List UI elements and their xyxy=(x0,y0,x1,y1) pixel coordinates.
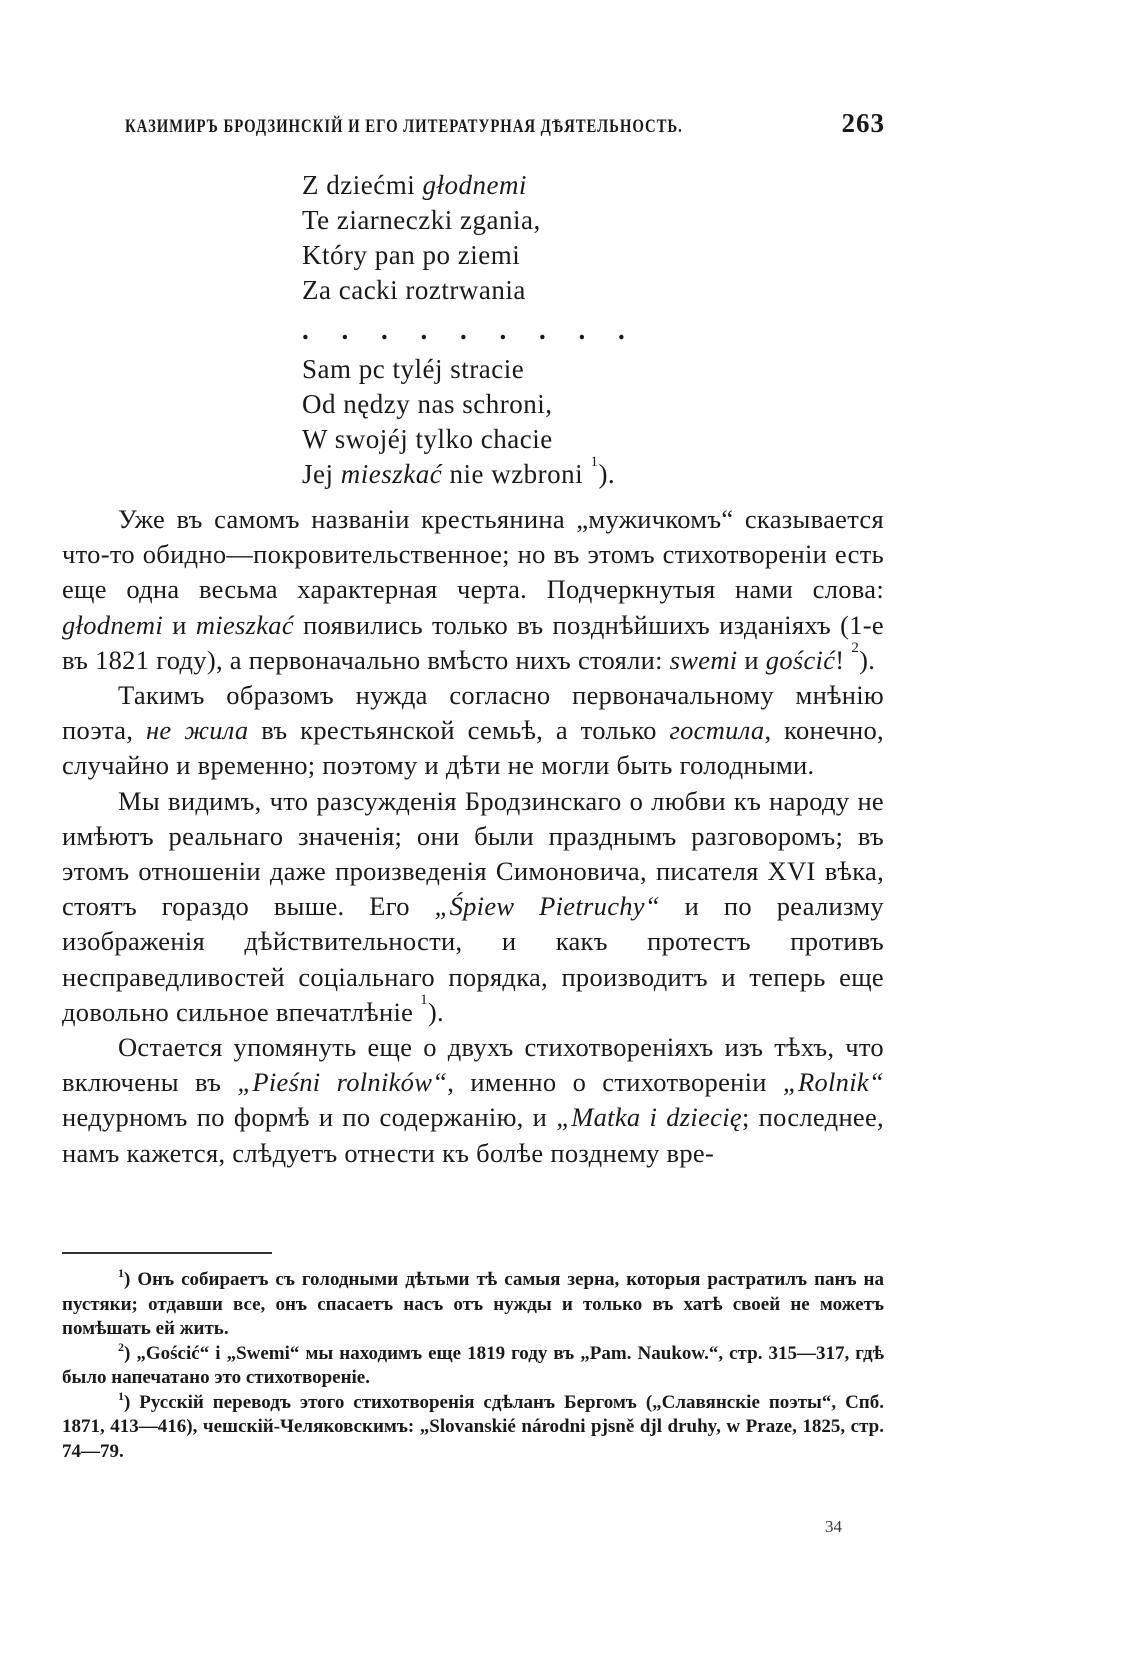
footnote-1: $^1$) Онъ собираетъ съ голодными дѣтьми тѣ самыя зерна, которыя растратилъ панъ на пустяки; отдавши все, онъ спасаетъ насъ отъ нужды и только въ хатѣ своей не можетъ помѣшать ей жить. xyxy=(62,1266,884,1339)
page-number: 263 xyxy=(841,108,885,138)
paragraph-3: Мы видимъ, что разсужденія Бродзинскаго о любви къ народу не имѣютъ реальнаго значенія; они были празднымъ разговоромъ; въ этомъ отношеніи даже произведенія Симоновича, писателя XVI вѣка, стоятъ гораздо выше. Его „Śpiew Pietruchy“ и по реализму изображенія дѣйствительности, и какъ протестъ противъ несправедливостей соціальнаго порядка, производитъ и теперь еще довольно сильное впечатлѣніе $^1$). xyxy=(62,785,884,1027)
poem-quotation xyxy=(302,168,638,492)
footnote-2: $^2$) „Gościć“ i „Swemi“ мы находимъ еще 1819 году въ „Pam. Naukow.“, стр. 315—317, гдѣ было напечатано это стихотвореніе. xyxy=(62,1339,884,1388)
running-head-title: КАЗИМИРЪ БРОДЗИНСКІЙ И ЕГО ЛИТЕРАТУРНАЯ ДѢЯТЕЛЬНОСТЬ. xyxy=(125,116,683,137)
footnotes xyxy=(62,1268,884,1464)
signature-mark: 34 xyxy=(825,1517,842,1536)
footnote-ref: 1 xyxy=(590,454,599,470)
poem-line: Sam pc tyléj stracie xyxy=(302,354,525,384)
poem-line: Od nędzy nas schroni, xyxy=(302,389,553,419)
body-text xyxy=(62,502,884,1171)
footnote-divider xyxy=(62,1252,272,1254)
poem-line: Jej mieszkać nie wzbroni $^1$). xyxy=(302,454,616,489)
footnote-3: $^1$) Русскій переводъ этого стихотворенія сдѣланъ Бергомъ („Славянскіе поэты“, Спб. 1871, 413—416), чешскій-Челяковскимъ: „Slovanskié národni pjsně djl druhy, w Praze, 1825, стр. 74—79. xyxy=(62,1388,884,1462)
paragraph-2: Такимъ образомъ нужда согласно первоначальному мнѣнію поэта, не жила въ крестьянской семьѣ, а только гостила, конечно, случайно и временно; поэтому и дѣти не могли быть голодными. xyxy=(62,680,884,781)
footnote-ref: 2 xyxy=(851,639,860,656)
poem-ellipsis: . . . . . . . . . xyxy=(302,315,638,345)
footnote-ref: 1 xyxy=(420,991,428,1008)
poem-line: Te ziarneczki zgania, xyxy=(302,205,541,235)
running-header xyxy=(125,108,885,139)
poem-line: Który pan po ziemi xyxy=(302,240,521,270)
poem-line: Z dziećmi głodnemi xyxy=(302,170,527,200)
paragraph-4: Остается упомянуть еще о двухъ стихотвореніяхъ изъ тѣхъ, что включены въ „Pieśni rolników“, именно о стихотвореніи „Rolnik“ недурномъ по формѣ и по содержанію, и „Matka i dziecię; последнее, намъ кажется, слѣдуетъ отнести къ болѣе позднему вре- xyxy=(62,1032,884,1168)
paragraph-1: Уже въ самомъ названіи крестьянина „мужичкомъ“ сказывается что-то обидно—покровительственное; но въ этомъ стихотвореніи есть еще одна весьма характерная черта. Подчеркнутыя нами слова: głodnemi и mieszkać появились только въ позднѣйшихъ изданіяхъ (1-е въ 1821 году), а первоначально вмѣсто нихъ стояли: swemi и gościć! $^2$). xyxy=(62,504,884,675)
poem-line: W swojéj tylko chacie xyxy=(302,424,553,454)
poem-line: Za cacki roztrwania xyxy=(302,275,526,305)
